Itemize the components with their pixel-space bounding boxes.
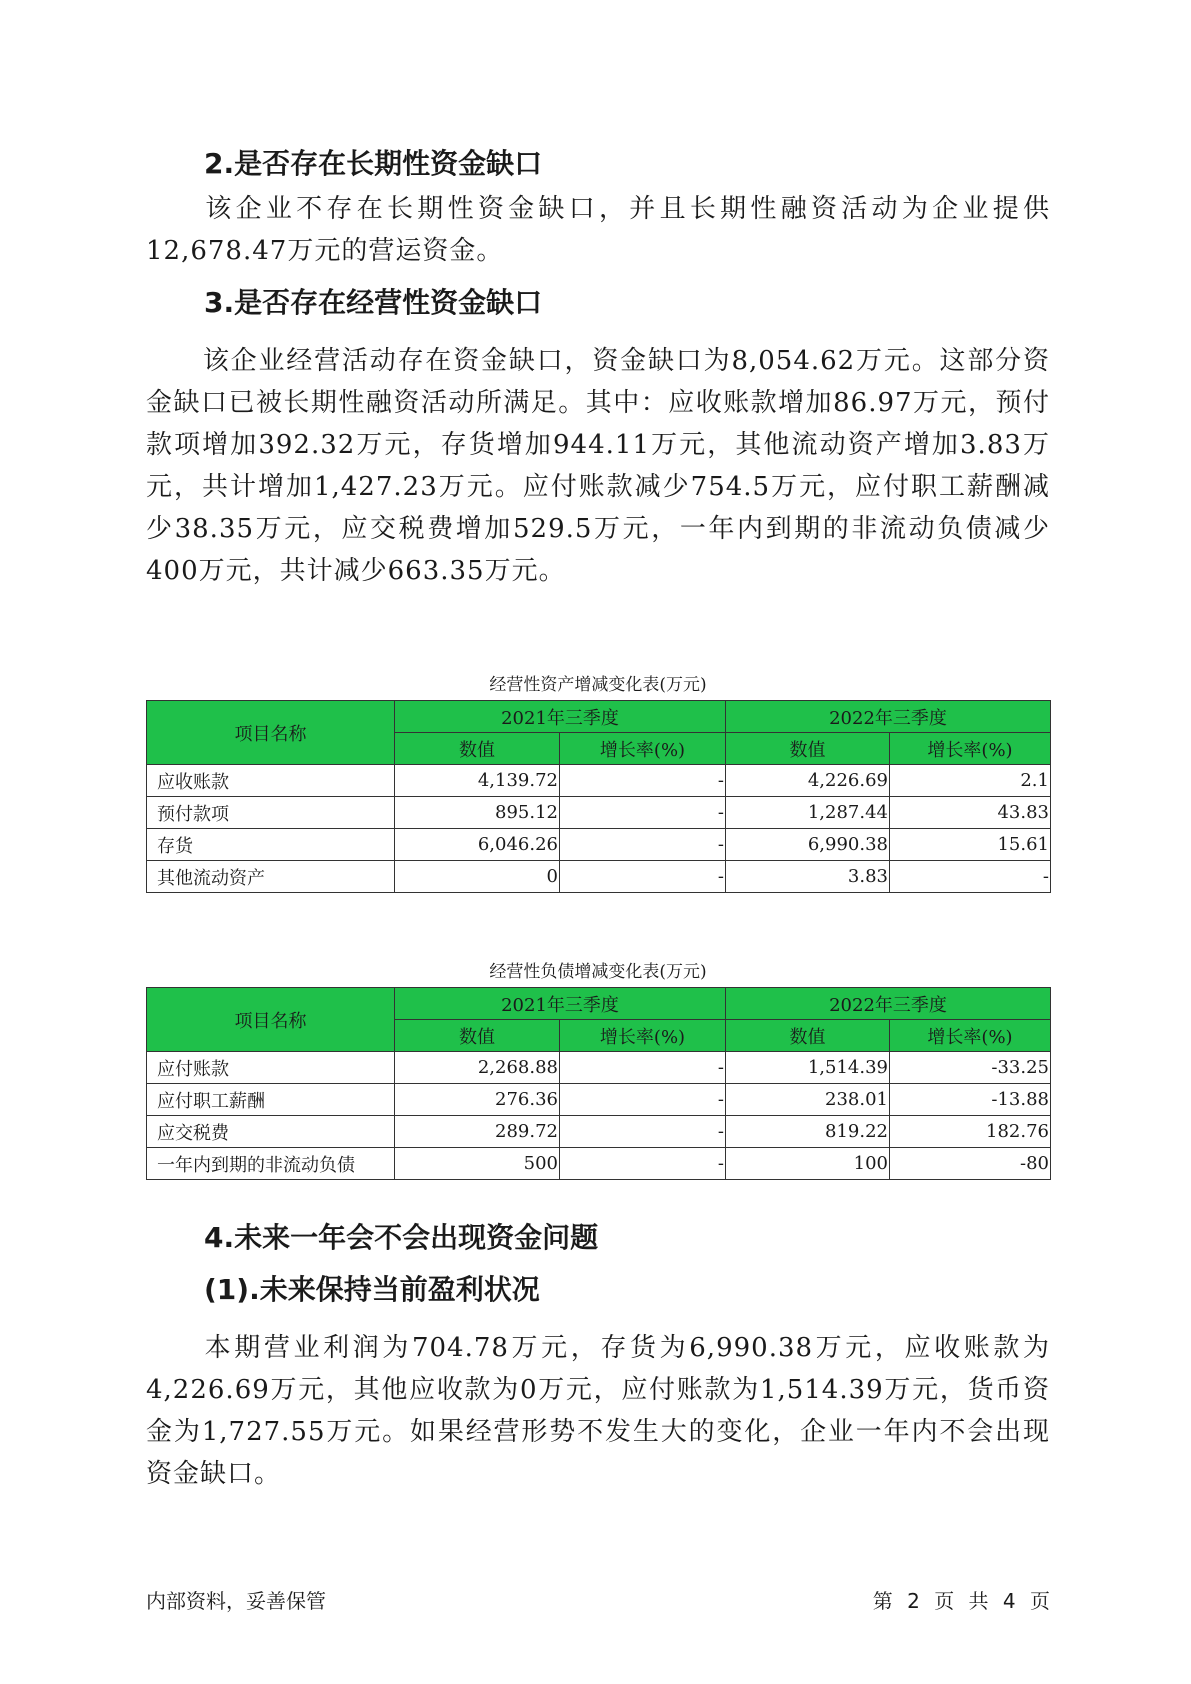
liabilities-table-caption: 经营性负债增减变化表(万元)	[489, 962, 707, 982]
row-name: 预付款项	[147, 797, 395, 829]
assets-table-caption: 经营性资产增减变化表(万元)	[489, 675, 707, 695]
row-value-2021: 6,046.26	[395, 829, 560, 861]
row-value-2022: 3.83	[726, 861, 890, 893]
row-name: 其他流动资产	[147, 861, 395, 893]
section-4-1-text: 本期营业利润为704.78万元，存货为6,990.38万元，应收账款为4,226.69万元，其他应收款为0万元，应付账款为1,514.39万元，货币资金为1,727.55万元。如果经营形势不发生大的变化，企业一年内不会出现资金缺口。	[146, 1333, 1050, 1489]
row-rate-2021: -	[560, 1116, 726, 1148]
row-value-2022: 819.22	[726, 1116, 890, 1148]
header-item-name: 项目名称	[147, 988, 395, 1052]
row-rate-2022: -80	[890, 1148, 1051, 1180]
row-rate-2021: -	[560, 861, 726, 893]
row-rate-2022: 2.1	[890, 765, 1051, 797]
table-row	[147, 1148, 1051, 1180]
row-name: 一年内到期的非流动负债	[147, 1148, 395, 1180]
row-value-2021: 289.72	[395, 1116, 560, 1148]
header-period-2022: 2022年三季度	[726, 988, 1051, 1020]
row-name: 应付账款	[147, 1052, 395, 1084]
row-name: 存货	[147, 829, 395, 861]
table-row	[147, 861, 1051, 893]
row-rate-2021: -	[560, 1148, 726, 1180]
header-period-2022: 2022年三季度	[726, 701, 1051, 733]
header-value-2022: 数值	[726, 733, 890, 765]
row-rate-2022: -33.25	[890, 1052, 1051, 1084]
row-value-2021: 276.36	[395, 1084, 560, 1116]
section-4-heading: 4.未来一年会不会出现资金问题	[204, 1221, 599, 1254]
row-value-2022: 1,287.44	[726, 797, 890, 829]
footer-page-number: 第 2 页 共 4 页	[872, 1589, 1050, 1613]
row-value-2021: 0	[395, 861, 560, 893]
header-value-2022: 数值	[726, 1020, 890, 1052]
row-rate-2022: -13.88	[890, 1084, 1051, 1116]
header-item-name: 项目名称	[147, 701, 395, 765]
row-rate-2021: -	[560, 765, 726, 797]
header-value-2021: 数值	[395, 1020, 560, 1052]
row-value-2022: 100	[726, 1148, 890, 1180]
row-value-2022: 238.01	[726, 1084, 890, 1116]
row-rate-2021: -	[560, 1052, 726, 1084]
row-value-2021: 4,139.72	[395, 765, 560, 797]
header-rate-2022: 增长率(%)	[890, 1020, 1051, 1052]
row-rate-2021: -	[560, 829, 726, 861]
section-2-paragraph	[146, 188, 1050, 272]
header-rate-2021: 增长率(%)	[560, 1020, 726, 1052]
liabilities-table	[146, 987, 1051, 1180]
header-rate-2022: 增长率(%)	[890, 733, 1051, 765]
section-3-heading: 3.是否存在经营性资金缺口	[204, 286, 543, 319]
row-rate-2021: -	[560, 1084, 726, 1116]
table-row	[147, 765, 1051, 797]
row-value-2022: 1,514.39	[726, 1052, 890, 1084]
header-rate-2021: 增长率(%)	[560, 733, 726, 765]
table-row	[147, 1052, 1051, 1084]
section-3-paragraph	[146, 340, 1050, 592]
row-name: 应交税费	[147, 1116, 395, 1148]
section-4-1-paragraph	[146, 1327, 1050, 1495]
header-period-2021: 2021年三季度	[395, 988, 726, 1020]
row-value-2022: 4,226.69	[726, 765, 890, 797]
row-rate-2022: 15.61	[890, 829, 1051, 861]
section-2-text: 该企业不存在长期性资金缺口，并且长期性融资活动为企业提供12,678.47万元的营运资金。	[146, 194, 1050, 266]
assets-table	[146, 700, 1051, 893]
table-row	[147, 829, 1051, 861]
header-value-2021: 数值	[395, 733, 560, 765]
row-value-2021: 500	[395, 1148, 560, 1180]
section-2-heading: 2.是否存在长期性资金缺口	[204, 147, 543, 180]
row-value-2022: 6,990.38	[726, 829, 890, 861]
row-value-2021: 2,268.88	[395, 1052, 560, 1084]
footer-confidential-note: 内部资料，妥善保管	[146, 1589, 326, 1613]
row-rate-2022: -	[890, 861, 1051, 893]
row-rate-2022: 43.83	[890, 797, 1051, 829]
table-row	[147, 1116, 1051, 1148]
section-3-text: 该企业经营活动存在资金缺口，资金缺口为8,054.62万元。这部分资金缺口已被长期性融资活动所满足。其中：应收账款增加86.97万元，预付款项增加392.32万元，存货增加944.11万元，其他流动资产增加3.83万元，共计增加1,427.23万元。应付账款减少754.5万元，应付职工薪酬减少38.35万元，应交税费增加529.5万元，一年内到期的非流动负债减少400万元，共计减少663.35万元。	[146, 346, 1050, 586]
row-value-2021: 895.12	[395, 797, 560, 829]
row-name: 应付职工薪酬	[147, 1084, 395, 1116]
row-rate-2021: -	[560, 797, 726, 829]
section-4-1-heading: (1).未来保持当前盈利状况	[204, 1273, 540, 1306]
row-name: 应收账款	[147, 765, 395, 797]
table-row	[147, 797, 1051, 829]
row-rate-2022: 182.76	[890, 1116, 1051, 1148]
table-row	[147, 1084, 1051, 1116]
header-period-2021: 2021年三季度	[395, 701, 726, 733]
